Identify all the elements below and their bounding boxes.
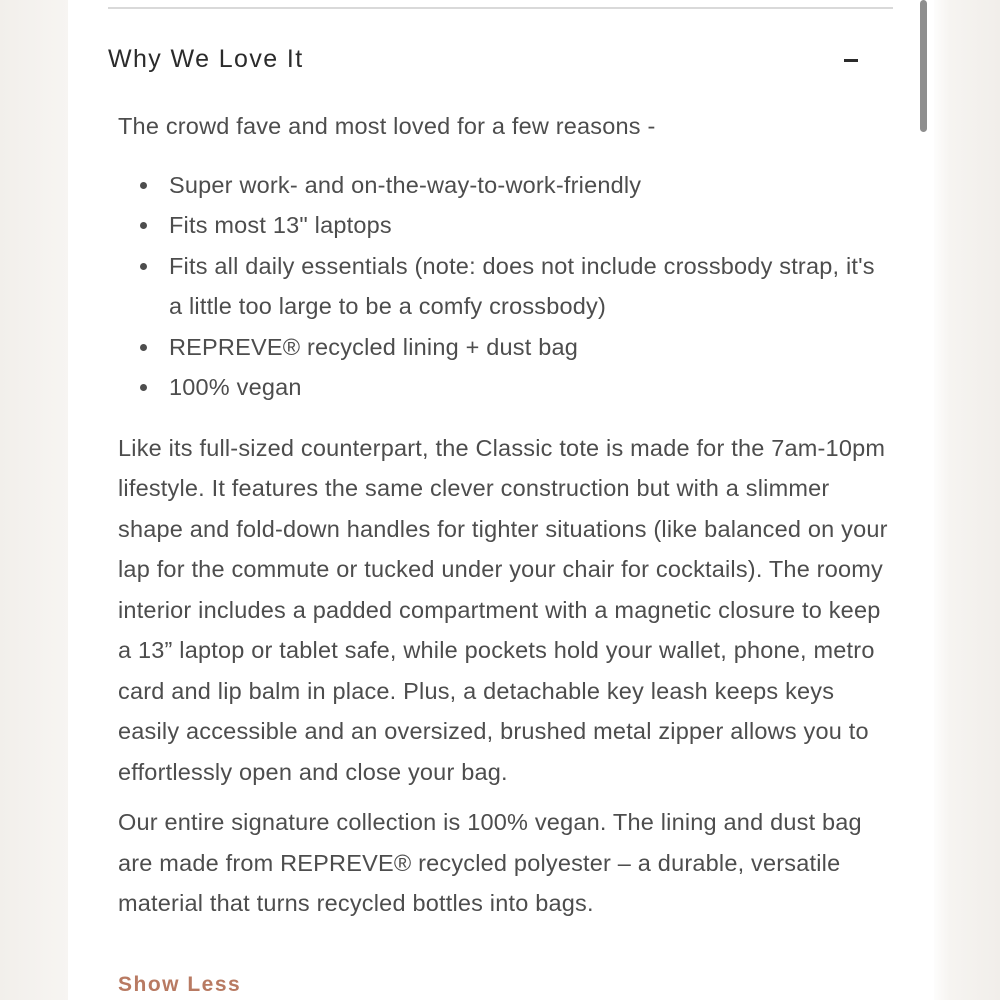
list-item	[169, 205, 890, 246]
list-item-text: REPREVE® recycled lining + dust bag	[169, 333, 579, 360]
bullet-icon	[140, 344, 147, 351]
list-item	[169, 367, 890, 408]
list-item-text: Fits most 13" laptops	[169, 212, 392, 238]
intro-text: The crowd fave and most loved for a few reasons -	[118, 113, 656, 139]
bullet-icon	[140, 384, 147, 391]
bullet-icon	[140, 182, 147, 189]
collapse-toggle-button[interactable]	[836, 44, 868, 76]
vegan-paragraph: Our entire signature collection is 100% vegan. The lining and dust bag are made from REPREVE® recycled polyester – a durable, versatile material that turns recycled bottles into bags.	[118, 809, 862, 916]
section-divider	[108, 7, 893, 9]
bullet-icon	[140, 263, 147, 270]
minus-icon	[844, 59, 858, 62]
scrollbar-thumb[interactable]	[920, 0, 927, 132]
list-item-text: Fits all daily essentials (note: does not include crossbody strap, it's a little too large to be a comfy crossbody)	[169, 252, 875, 319]
list-item	[169, 165, 890, 206]
accordion-content	[118, 106, 890, 924]
list-item	[169, 246, 890, 327]
list-item-text: 100% vegan	[169, 374, 302, 400]
description-paragraph: Like its full-sized counterpart, the Classic tote is made for the 7am-10pm lifestyle. It features the same clever construction but with a slimmer shape and fold-down handles for tighter situations (like balanced on your lap for the commute or tucked under your chair for cocktails). The roomy interior includes a padded compartment with a magnetic closure to keep a 13” laptop or tablet safe, while pockets hold your wallet, phone, metro card and lip balm in place. Plus, a detachable key leash keeps keys easily accessible and an oversized, brushed metal zipper allows you to effortlessly open and close your bag.	[118, 434, 888, 785]
bullet-icon	[140, 222, 147, 229]
list-item	[169, 327, 890, 368]
show-less-link[interactable]: Show Less	[118, 973, 242, 996]
feature-list	[118, 165, 890, 408]
accordion-title[interactable]: Why We Love It	[108, 45, 304, 73]
list-item-text: Super work- and on-the-way-to-work-friendly	[169, 171, 642, 198]
